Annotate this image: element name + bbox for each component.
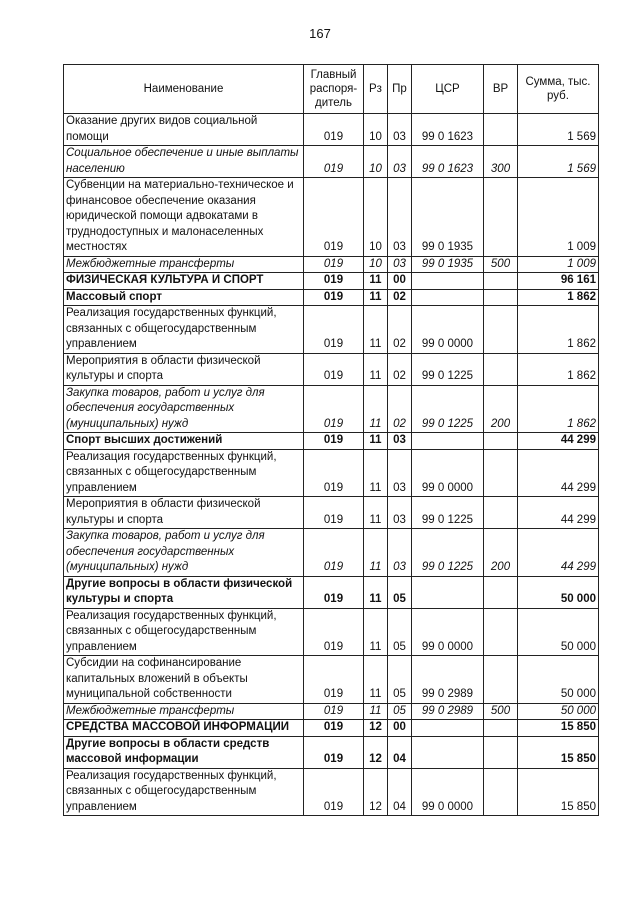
cell-rz: 11 <box>364 529 388 577</box>
table-row <box>64 736 599 768</box>
cell-admin: 019 <box>304 656 364 704</box>
cell-sum: 1 862 <box>518 289 599 306</box>
cell-rz: 11 <box>364 289 388 306</box>
cell-pr: 02 <box>388 385 412 433</box>
cell-rz: 11 <box>364 353 388 385</box>
table-row <box>64 256 599 273</box>
cell-vr <box>484 497 518 529</box>
cell-admin: 019 <box>304 703 364 720</box>
cell-pr: 03 <box>388 256 412 273</box>
cell-csr: 99 0 1935 <box>412 256 484 273</box>
cell-pr: 02 <box>388 353 412 385</box>
cell-sum: 15 850 <box>518 768 599 816</box>
cell-vr <box>484 353 518 385</box>
cell-pr: 05 <box>388 576 412 608</box>
cell-vr <box>484 720 518 737</box>
table-row <box>64 656 599 704</box>
cell-sum: 44 299 <box>518 497 599 529</box>
cell-rz: 10 <box>364 178 388 257</box>
table-row <box>64 608 599 656</box>
cell-name: ФИЗИЧЕСКАЯ КУЛЬТУРА И СПОРТ <box>64 273 304 290</box>
cell-csr: 99 0 1225 <box>412 353 484 385</box>
cell-rz: 12 <box>364 768 388 816</box>
cell-admin: 019 <box>304 576 364 608</box>
table-row <box>64 497 599 529</box>
cell-rz: 10 <box>364 114 388 146</box>
cell-rz: 11 <box>364 449 388 497</box>
cell-name: Реализация государственных функций, связанных с общегосударственным управлением <box>64 306 304 354</box>
cell-admin: 019 <box>304 306 364 354</box>
cell-rz: 11 <box>364 385 388 433</box>
cell-name: Мероприятия в области физической культуры и спорта <box>64 353 304 385</box>
cell-rz: 11 <box>364 273 388 290</box>
cell-rz: 12 <box>364 736 388 768</box>
table-row <box>64 306 599 354</box>
cell-vr: 300 <box>484 146 518 178</box>
cell-pr: 03 <box>388 529 412 577</box>
cell-vr <box>484 656 518 704</box>
cell-admin: 019 <box>304 449 364 497</box>
table-row <box>64 720 599 737</box>
cell-rz: 10 <box>364 256 388 273</box>
cell-vr <box>484 289 518 306</box>
cell-name: Реализация государственных функций, связанных с общегосударственным управлением <box>64 608 304 656</box>
cell-name: Субсидии на софинансирование капитальных вложений в объекты муниципальной собственности <box>64 656 304 704</box>
cell-sum: 44 299 <box>518 433 599 450</box>
cell-csr: 99 0 0000 <box>412 608 484 656</box>
cell-vr <box>484 433 518 450</box>
cell-csr: 99 0 1225 <box>412 529 484 577</box>
header-pr: Пр <box>388 65 412 114</box>
cell-name: Оказание других видов социальной помощи <box>64 114 304 146</box>
cell-rz: 11 <box>364 656 388 704</box>
cell-csr <box>412 433 484 450</box>
cell-pr: 04 <box>388 768 412 816</box>
table-row <box>64 178 599 257</box>
cell-admin: 019 <box>304 114 364 146</box>
cell-name: СРЕДСТВА МАССОВОЙ ИНФОРМАЦИИ <box>64 720 304 737</box>
cell-csr: 99 0 0000 <box>412 768 484 816</box>
cell-pr: 05 <box>388 703 412 720</box>
header-csr: ЦСР <box>412 65 484 114</box>
page-number: 167 <box>309 26 331 41</box>
cell-vr <box>484 273 518 290</box>
budget-table <box>63 64 599 816</box>
cell-sum: 1 862 <box>518 385 599 433</box>
cell-rz: 11 <box>364 608 388 656</box>
table-row <box>64 273 599 290</box>
cell-rz: 11 <box>364 703 388 720</box>
table-row <box>64 449 599 497</box>
header-row <box>64 65 599 114</box>
cell-name: Мероприятия в области физической культуры и спорта <box>64 497 304 529</box>
table-row <box>64 114 599 146</box>
cell-pr: 00 <box>388 273 412 290</box>
cell-admin: 019 <box>304 720 364 737</box>
table-body <box>64 114 599 816</box>
cell-pr: 03 <box>388 497 412 529</box>
table-row <box>64 146 599 178</box>
cell-csr <box>412 273 484 290</box>
cell-sum: 50 000 <box>518 703 599 720</box>
table-row <box>64 385 599 433</box>
cell-admin: 019 <box>304 353 364 385</box>
cell-name: Межбюджетные трансферты <box>64 703 304 720</box>
header-sum: Сумма, тыс. руб. <box>518 65 599 114</box>
cell-sum: 15 850 <box>518 736 599 768</box>
cell-pr: 02 <box>388 306 412 354</box>
cell-pr: 02 <box>388 289 412 306</box>
cell-vr <box>484 768 518 816</box>
table-row <box>64 433 599 450</box>
cell-admin: 019 <box>304 256 364 273</box>
header-rz: Рз <box>364 65 388 114</box>
cell-csr <box>412 736 484 768</box>
cell-rz: 11 <box>364 306 388 354</box>
cell-vr: 200 <box>484 529 518 577</box>
cell-name: Межбюджетные трансферты <box>64 256 304 273</box>
header-vr: ВР <box>484 65 518 114</box>
cell-sum: 96 161 <box>518 273 599 290</box>
cell-sum: 1 569 <box>518 114 599 146</box>
cell-csr: 99 0 1225 <box>412 497 484 529</box>
header-name: Наименование <box>64 65 304 114</box>
cell-name: Закупка товаров, работ и услуг для обеспечения государственных (муниципальных) нужд <box>64 529 304 577</box>
cell-csr <box>412 720 484 737</box>
cell-vr <box>484 608 518 656</box>
table-row <box>64 289 599 306</box>
cell-name: Субвенции на материально-техническое и финансовое обеспечение оказания юридической помощи адвокатами в труднодоступных и малонаселенных местностях <box>64 178 304 257</box>
table-row <box>64 353 599 385</box>
table-row <box>64 529 599 577</box>
cell-csr: 99 0 1623 <box>412 114 484 146</box>
cell-name: Другие вопросы в области средств массовой информации <box>64 736 304 768</box>
cell-pr: 03 <box>388 433 412 450</box>
cell-csr <box>412 576 484 608</box>
cell-rz: 11 <box>364 433 388 450</box>
cell-rz: 10 <box>364 146 388 178</box>
cell-csr: 99 0 2989 <box>412 656 484 704</box>
cell-csr: 99 0 0000 <box>412 306 484 354</box>
table-row <box>64 576 599 608</box>
cell-sum: 1 569 <box>518 146 599 178</box>
cell-pr: 00 <box>388 720 412 737</box>
cell-admin: 019 <box>304 178 364 257</box>
cell-sum: 15 850 <box>518 720 599 737</box>
cell-name: Реализация государственных функций, связанных с общегосударственным управлением <box>64 768 304 816</box>
cell-vr: 500 <box>484 256 518 273</box>
cell-pr: 03 <box>388 449 412 497</box>
cell-sum: 44 299 <box>518 529 599 577</box>
cell-sum: 1 862 <box>518 353 599 385</box>
cell-admin: 019 <box>304 497 364 529</box>
cell-sum: 44 299 <box>518 449 599 497</box>
cell-sum: 1 009 <box>518 178 599 257</box>
cell-rz: 11 <box>364 576 388 608</box>
cell-rz: 11 <box>364 497 388 529</box>
cell-rz: 12 <box>364 720 388 737</box>
cell-sum: 50 000 <box>518 576 599 608</box>
cell-name: Социальное обеспечение и иные выплаты населению <box>64 146 304 178</box>
cell-sum: 1 862 <box>518 306 599 354</box>
cell-csr: 99 0 1225 <box>412 385 484 433</box>
cell-pr: 03 <box>388 146 412 178</box>
cell-sum: 50 000 <box>518 656 599 704</box>
cell-admin: 019 <box>304 385 364 433</box>
cell-csr: 99 0 2989 <box>412 703 484 720</box>
cell-admin: 019 <box>304 608 364 656</box>
cell-csr: 99 0 1623 <box>412 146 484 178</box>
cell-admin: 019 <box>304 289 364 306</box>
table-row <box>64 768 599 816</box>
cell-admin: 019 <box>304 768 364 816</box>
cell-name: Массовый спорт <box>64 289 304 306</box>
cell-admin: 019 <box>304 146 364 178</box>
cell-vr: 500 <box>484 703 518 720</box>
cell-vr <box>484 178 518 257</box>
cell-vr <box>484 114 518 146</box>
cell-pr: 05 <box>388 608 412 656</box>
cell-pr: 05 <box>388 656 412 704</box>
cell-name: Спорт высших достижений <box>64 433 304 450</box>
cell-name: Закупка товаров, работ и услуг для обеспечения государственных (муниципальных) нужд <box>64 385 304 433</box>
cell-pr: 03 <box>388 178 412 257</box>
cell-name: Реализация государственных функций, связанных с общегосударственным управлением <box>64 449 304 497</box>
cell-pr: 04 <box>388 736 412 768</box>
cell-vr <box>484 736 518 768</box>
cell-vr <box>484 449 518 497</box>
cell-vr <box>484 306 518 354</box>
cell-admin: 019 <box>304 273 364 290</box>
cell-name: Другие вопросы в области физической культуры и спорта <box>64 576 304 608</box>
cell-csr <box>412 289 484 306</box>
cell-sum: 1 009 <box>518 256 599 273</box>
cell-vr: 200 <box>484 385 518 433</box>
cell-sum: 50 000 <box>518 608 599 656</box>
cell-admin: 019 <box>304 529 364 577</box>
cell-admin: 019 <box>304 736 364 768</box>
cell-vr <box>484 576 518 608</box>
header-admin: Главный распоря-дитель <box>304 65 364 114</box>
table-row <box>64 703 599 720</box>
cell-csr: 99 0 0000 <box>412 449 484 497</box>
cell-pr: 03 <box>388 114 412 146</box>
cell-admin: 019 <box>304 433 364 450</box>
cell-csr: 99 0 1935 <box>412 178 484 257</box>
